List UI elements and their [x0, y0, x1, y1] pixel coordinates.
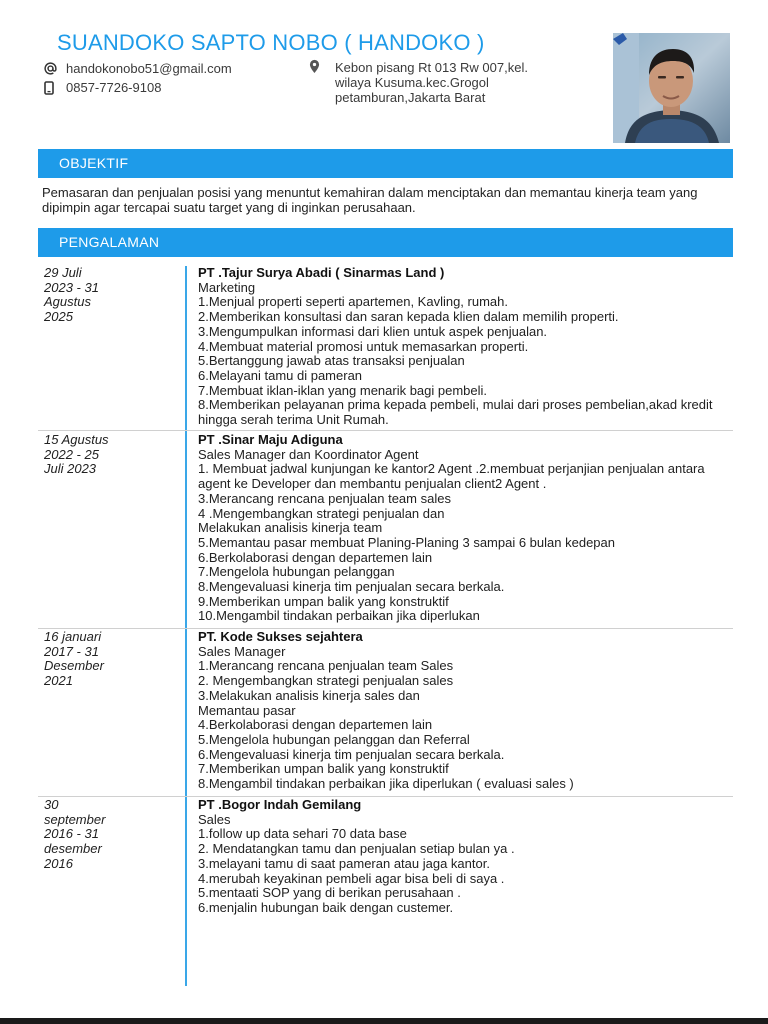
- entry-date: [44, 433, 164, 477]
- address-block: [309, 60, 555, 105]
- date-line: desember: [44, 841, 102, 857]
- duty-item: 9.Memberikan umpan balik yang konstruktif: [198, 593, 449, 609]
- duty-item: agent ke Developer dan membantu penjualan client2 Agent .: [198, 476, 547, 492]
- duty-item: 7.Memberikan umpan balik yang konstruktif: [198, 761, 449, 777]
- date-line: Desember: [44, 658, 104, 674]
- objective-line: Pemasaran dan penjualan posisi yang menuntut kemahiran dalam menciptakan dan memantau kinerja team yang: [42, 185, 698, 200]
- date-line: 2017 - 31: [44, 643, 99, 659]
- duty-item: Memantau pasar: [198, 702, 296, 718]
- duty-item: hingga serah terima Unit Rumah.: [198, 412, 389, 428]
- duty-item: 2. Mengembangkan strategi penjualan sales: [198, 673, 454, 689]
- entry-divider: [38, 628, 733, 629]
- date-line: Juli 2023: [44, 461, 97, 477]
- duty-item: 10.Mengambil tindakan perbaikan jika diperlukan: [198, 608, 480, 624]
- email-row: [44, 59, 232, 78]
- duty-item: 4.Berkolaborasi dengan departemen lain: [198, 717, 433, 733]
- address-line: wilaya Kusuma.kec.Grogol: [335, 75, 489, 90]
- phone-icon: [44, 81, 60, 95]
- date-line: 16 januari: [44, 629, 102, 644]
- objective-text: [42, 185, 732, 215]
- duty-item: 4.Membuat material promosi untuk memasarkan properti.: [198, 338, 529, 354]
- entry-divider: [38, 430, 733, 431]
- duty-item: 5.Memantau pasar membuat Planing-Planing 3 sampai 6 bulan kedepan: [198, 534, 615, 550]
- location-pin-icon: [309, 59, 325, 105]
- duty-item: 2. Mendatangkan tamu dan penjualan setiap bulan ya .: [198, 841, 515, 857]
- date-line: 2025: [44, 309, 73, 325]
- date-line: 2023 - 31: [44, 279, 99, 295]
- entry-content: [198, 266, 738, 428]
- phone-text: 0857-7726-9108: [66, 80, 162, 95]
- duty-item: 6.Mengevaluasi kinerja tim penjualan secara berkala.: [198, 746, 505, 762]
- date-line: 30: [44, 797, 59, 812]
- duty-item: 3.Mengumpulkan informasi dari klien untuk aspek penjualan.: [198, 323, 548, 339]
- duty-item: 5.mentaati SOP yang di berikan perusahaan .: [198, 885, 461, 901]
- profile-photo: [613, 33, 730, 143]
- date-line: 15 Agustus: [44, 432, 109, 447]
- duty-item: 2.Memberikan konsultasi dan saran kepada klien dalam memilih properti.: [198, 309, 619, 325]
- job-role: Marketing: [198, 279, 256, 295]
- company-name: PT .Tajur Surya Abadi ( Sinarmas Land ): [198, 265, 445, 280]
- duty-item: 7.Membuat iklan-iklan yang menarik bagi pembeli.: [198, 382, 488, 398]
- duty-item: 6.Melayani tamu di pameran: [198, 367, 363, 383]
- duty-item: 3.melayani tamu di saat pameran atau jaga kantor.: [198, 855, 490, 871]
- phone-row: [44, 78, 232, 97]
- date-line: 2016 - 31: [44, 826, 99, 842]
- duty-item: 8.Mengevaluasi kinerja tim penjualan secara berkala.: [198, 579, 505, 595]
- candidate-name: SUANDOKO SAPTO NOBO ( HANDOKO ): [57, 30, 485, 55]
- duty-item: 6.menjalin hubungan baik dengan custemer.: [198, 899, 454, 915]
- objective-header: OBJEKTIF: [38, 149, 733, 178]
- date-line: september: [44, 811, 106, 827]
- company-name: PT. Kode Sukses sejahtera: [198, 629, 363, 644]
- experience-timeline: [0, 266, 768, 986]
- duty-item: 4 .Mengembangkan strategi penjualan dan: [198, 505, 445, 521]
- email-text: handokonobo51@gmail.com: [66, 61, 232, 76]
- company-name: PT .Bogor Indah Gemilang: [198, 797, 362, 812]
- duty-item: 4.merubah keyakinan pembeli agar bisa beli di saya .: [198, 870, 505, 886]
- address-text: [335, 60, 555, 105]
- date-line: 2022 - 25: [44, 446, 99, 462]
- date-line: 29 Juli: [44, 265, 82, 280]
- entry-date: [44, 266, 164, 325]
- company-name: PT .Sinar Maju Adiguna: [198, 432, 343, 447]
- date-line: Agustus: [44, 294, 91, 310]
- duty-item: 5.Bertanggung jawab atas transaksi penjualan: [198, 353, 465, 369]
- entry-content: [198, 630, 738, 792]
- timeline-line: [185, 266, 187, 986]
- contact-info: [44, 59, 232, 97]
- duty-item: 8.Mengambil tindakan perbaikan jika diperlukan ( evaluasi sales ): [198, 776, 574, 792]
- job-role: Sales: [198, 811, 231, 827]
- date-line: 2021: [44, 673, 73, 689]
- duty-item: 6.Berkolaborasi dengan departemen lain: [198, 549, 433, 565]
- entry-content: [198, 798, 738, 916]
- duty-item: 8.Memberikan pelayanan prima kepada pembeli, mulai dari proses pembelian,akad kredit: [198, 397, 713, 413]
- at-sign-icon: [44, 62, 60, 75]
- duty-item: 1. Membuat jadwal kunjungan ke kantor2 Agent .2.membuat perjanjian penjualan antara: [198, 461, 705, 477]
- objective-line: dipimpin agar tercapai suatu target yang di inginkan perusahaan.: [42, 200, 416, 215]
- entry-date: [44, 630, 164, 689]
- duty-item: 1.follow up data sehari 70 data base: [198, 826, 407, 842]
- duty-item: 7.Mengelola hubungan pelanggan: [198, 564, 395, 580]
- job-role: Sales Manager dan Koordinator Agent: [198, 446, 419, 462]
- duty-item: 3.Melakukan analisis kinerja sales dan: [198, 687, 420, 703]
- duty-item: 1.Menjual properti seperti apartemen, Kavling, rumah.: [198, 294, 508, 310]
- duty-item: 1.Merancang rencana penjualan team Sales: [198, 658, 454, 674]
- experience-header: PENGALAMAN: [38, 228, 733, 257]
- duty-item: 5.Mengelola hubungan pelanggan dan Referral: [198, 731, 470, 747]
- address-line: Kebon pisang Rt 013 Rw 007,kel.: [335, 60, 528, 75]
- address-line: petamburan,Jakarta Barat: [335, 90, 486, 105]
- date-line: 2016: [44, 855, 73, 871]
- duty-item: Melakukan analisis kinerja team: [198, 520, 383, 536]
- entry-date: [44, 798, 164, 872]
- duty-item: 3.Merancang rencana penjualan team sales: [198, 490, 451, 506]
- entry-divider: [38, 796, 733, 797]
- bottom-edge: [0, 1018, 768, 1024]
- entry-content: [198, 433, 738, 624]
- job-role: Sales Manager: [198, 643, 286, 659]
